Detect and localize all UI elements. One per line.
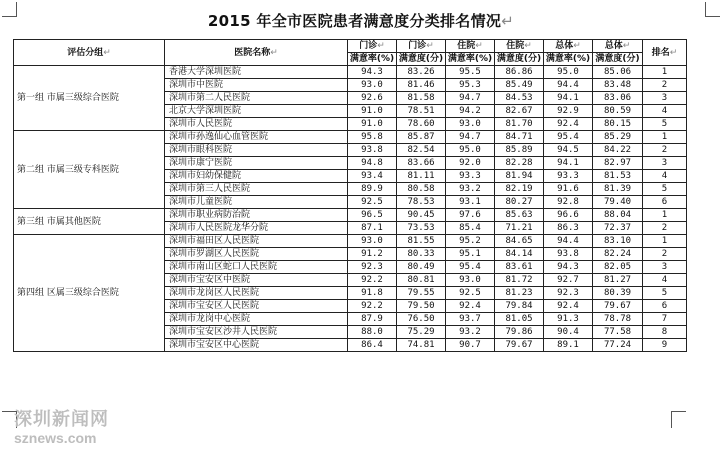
cell-hospital-name: 深圳市康宁医院 (165, 157, 348, 170)
cell-inpatient-rate: 93.2 (446, 183, 495, 196)
cell-hospital-name: 深圳市儿童医院 (165, 196, 348, 209)
cell-hospital-name: 深圳市宝安区中心医院 (165, 339, 348, 352)
cell-overall-rate: 86.3 (544, 222, 593, 235)
cell-rank: 5 (643, 118, 687, 131)
cell-inpatient-score: 83.61 (495, 261, 544, 274)
cell-inpatient-score: 84.14 (495, 248, 544, 261)
header-name: 医院名称↵ (165, 40, 348, 66)
cell-inpatient-score: 81.05 (495, 313, 544, 326)
cell-overall-rate: 93.8 (544, 248, 593, 261)
cell-hospital-name: 深圳市宝安区沙井人民医院 (165, 326, 348, 339)
cell-overall-score: 81.27 (593, 274, 643, 287)
header-outpatient-rate-top: 门诊↵ (348, 40, 397, 53)
cell-inpatient-rate: 94.7 (446, 131, 495, 144)
cell-inpatient-score: 85.49 (495, 79, 544, 92)
group-label: 第四组 区属三级综合医院 (14, 235, 165, 352)
cell-inpatient-rate: 93.3 (446, 170, 495, 183)
cell-hospital-name: 深圳市中医院 (165, 79, 348, 92)
cell-inpatient-score: 82.28 (495, 157, 544, 170)
paragraph-mark: ↵ (501, 12, 515, 30)
cell-outpatient-rate: 91.8 (348, 287, 397, 300)
header-outpatient-rate: 满意率(%) (348, 53, 397, 66)
cell-hospital-name: 深圳市宝安区人民医院 (165, 300, 348, 313)
header-rank: 排名↵ (643, 40, 687, 66)
cell-outpatient-rate: 93.0 (348, 235, 397, 248)
cell-inpatient-score: 81.72 (495, 274, 544, 287)
cell-outpatient-rate: 92.5 (348, 196, 397, 209)
cell-rank: 7 (643, 313, 687, 326)
cell-rank: 1 (643, 131, 687, 144)
cell-rank: 1 (643, 66, 687, 79)
cell-hospital-name: 深圳市龙岗区人民医院 (165, 287, 348, 300)
cell-inpatient-score: 86.86 (495, 66, 544, 79)
cell-outpatient-rate: 94.8 (348, 157, 397, 170)
cell-overall-rate: 92.3 (544, 287, 593, 300)
header-group: 评估分组↵ (14, 40, 165, 66)
cell-hospital-name: 香港大学深圳医院 (165, 66, 348, 79)
cell-outpatient-score: 74.81 (397, 339, 446, 352)
cell-rank: 6 (643, 196, 687, 209)
cell-hospital-name: 深圳市第二人民医院 (165, 92, 348, 105)
cell-overall-rate: 91.6 (544, 183, 593, 196)
cell-outpatient-rate: 96.5 (348, 209, 397, 222)
cell-overall-score: 85.29 (593, 131, 643, 144)
cell-rank: 1 (643, 209, 687, 222)
cell-overall-rate: 93.3 (544, 170, 593, 183)
cell-hospital-name: 深圳市福田区人民医院 (165, 235, 348, 248)
cell-overall-score: 79.67 (593, 300, 643, 313)
cell-rank: 2 (643, 222, 687, 235)
cell-outpatient-score: 80.81 (397, 274, 446, 287)
cell-outpatient-rate: 89.9 (348, 183, 397, 196)
cell-hospital-name: 深圳市孙逸仙心血管医院 (165, 131, 348, 144)
cell-outpatient-score: 76.50 (397, 313, 446, 326)
cell-inpatient-rate: 93.7 (446, 313, 495, 326)
cell-outpatient-score: 82.54 (397, 144, 446, 157)
cell-overall-score: 83.48 (593, 79, 643, 92)
cell-overall-rate: 94.1 (544, 157, 593, 170)
table-body (14, 66, 687, 352)
cell-inpatient-rate: 97.6 (446, 209, 495, 222)
cell-hospital-name: 深圳市人民医院龙华分院 (165, 222, 348, 235)
cell-inpatient-score: 84.71 (495, 131, 544, 144)
cell-overall-score: 80.15 (593, 118, 643, 131)
cell-outpatient-rate: 86.4 (348, 339, 397, 352)
cell-rank: 4 (643, 105, 687, 118)
satisfaction-ranking-table (13, 39, 687, 352)
cell-outpatient-rate: 91.0 (348, 118, 397, 131)
cell-inpatient-score: 80.27 (495, 196, 544, 209)
cell-inpatient-rate: 92.0 (446, 157, 495, 170)
cell-inpatient-rate: 92.4 (446, 300, 495, 313)
cell-overall-score: 83.10 (593, 235, 643, 248)
cell-rank: 5 (643, 287, 687, 300)
cell-hospital-name: 深圳市妇幼保健院 (165, 170, 348, 183)
cell-rank: 3 (643, 157, 687, 170)
cell-outpatient-rate: 87.9 (348, 313, 397, 326)
cell-outpatient-score: 80.58 (397, 183, 446, 196)
table-row (14, 235, 687, 248)
table-row (14, 209, 687, 222)
header-overall-rate-top: 总体↵ (544, 40, 593, 53)
cell-overall-rate: 91.3 (544, 313, 593, 326)
cell-outpatient-score: 73.53 (397, 222, 446, 235)
cell-outpatient-rate: 92.3 (348, 261, 397, 274)
cell-overall-score: 77.58 (593, 326, 643, 339)
cell-overall-score: 82.05 (593, 261, 643, 274)
cell-overall-score: 78.78 (593, 313, 643, 326)
cell-overall-score: 80.39 (593, 287, 643, 300)
cell-inpatient-score: 79.84 (495, 300, 544, 313)
header-inpatient-score-top: 住院↵ (495, 40, 544, 53)
header-outpatient-score-top: 门诊↵ (397, 40, 446, 53)
cell-inpatient-score: 82.67 (495, 105, 544, 118)
cell-outpatient-score: 81.46 (397, 79, 446, 92)
cell-rank: 4 (643, 274, 687, 287)
cell-hospital-name: 深圳市眼科医院 (165, 144, 348, 157)
cell-overall-score: 79.40 (593, 196, 643, 209)
cell-outpatient-rate: 92.2 (348, 274, 397, 287)
cell-inpatient-score: 84.65 (495, 235, 544, 248)
cell-inpatient-score: 84.53 (495, 92, 544, 105)
cell-inpatient-rate: 93.1 (446, 196, 495, 209)
cell-rank: 9 (643, 339, 687, 352)
cell-outpatient-score: 78.53 (397, 196, 446, 209)
cell-outpatient-score: 83.26 (397, 66, 446, 79)
header-overall-rate: 满意率(%) (544, 53, 593, 66)
cell-outpatient-rate: 93.0 (348, 79, 397, 92)
cell-hospital-name: 北京大学深圳医院 (165, 105, 348, 118)
cell-outpatient-rate: 87.1 (348, 222, 397, 235)
cell-hospital-name: 深圳市南山区蛇口人民医院 (165, 261, 348, 274)
cell-overall-rate: 92.8 (544, 196, 593, 209)
cell-overall-score: 85.06 (593, 66, 643, 79)
cell-inpatient-score: 85.89 (495, 144, 544, 157)
cell-overall-score: 81.39 (593, 183, 643, 196)
cell-inpatient-rate: 93.2 (446, 326, 495, 339)
cell-inpatient-rate: 94.2 (446, 105, 495, 118)
cell-overall-rate: 94.1 (544, 92, 593, 105)
cell-outpatient-rate: 93.4 (348, 170, 397, 183)
cell-outpatient-score: 83.66 (397, 157, 446, 170)
cell-overall-rate: 94.4 (544, 79, 593, 92)
cell-rank: 2 (643, 144, 687, 157)
cell-inpatient-score: 85.63 (495, 209, 544, 222)
cell-overall-rate: 90.4 (544, 326, 593, 339)
cell-inpatient-rate: 92.5 (446, 287, 495, 300)
cell-inpatient-rate: 95.4 (446, 261, 495, 274)
cell-rank: 5 (643, 183, 687, 196)
header-row-top (14, 40, 687, 53)
cell-overall-score: 72.37 (593, 222, 643, 235)
cell-overall-score: 88.04 (593, 209, 643, 222)
cell-inpatient-score: 81.94 (495, 170, 544, 183)
cell-hospital-name: 深圳市罗湖区人民医院 (165, 248, 348, 261)
cell-overall-score: 81.53 (593, 170, 643, 183)
group-label: 第二组 市属三级专科医院 (14, 131, 165, 209)
cell-rank: 2 (643, 248, 687, 261)
cell-outpatient-score: 90.45 (397, 209, 446, 222)
cell-overall-rate: 95.0 (544, 66, 593, 79)
cell-outpatient-score: 80.49 (397, 261, 446, 274)
cell-hospital-name: 深圳市第三人民医院 (165, 183, 348, 196)
cell-overall-score: 82.97 (593, 157, 643, 170)
cell-rank: 6 (643, 300, 687, 313)
header-inpatient-rate: 满意率(%) (446, 53, 495, 66)
cell-overall-rate: 94.4 (544, 235, 593, 248)
cell-inpatient-rate: 93.0 (446, 274, 495, 287)
cell-hospital-name: 深圳市职业病防治院 (165, 209, 348, 222)
cell-outpatient-score: 79.55 (397, 287, 446, 300)
cell-outpatient-rate: 88.0 (348, 326, 397, 339)
cell-overall-rate: 92.4 (544, 300, 593, 313)
cell-overall-score: 82.24 (593, 248, 643, 261)
cell-outpatient-rate: 91.2 (348, 248, 397, 261)
cell-inpatient-score: 71.21 (495, 222, 544, 235)
cell-rank: 8 (643, 326, 687, 339)
cell-inpatient-rate: 90.7 (446, 339, 495, 352)
group-label: 第一组 市属三级综合医院 (14, 66, 165, 131)
header-inpatient-rate-top: 住院↵ (446, 40, 495, 53)
table-row (14, 131, 687, 144)
cell-outpatient-rate: 92.2 (348, 300, 397, 313)
header-overall-score-top: 总体↵ (593, 40, 643, 53)
cell-overall-rate: 96.6 (544, 209, 593, 222)
header-outpatient-score: 满意度(分) (397, 53, 446, 66)
cell-outpatient-score: 78.60 (397, 118, 446, 131)
cell-outpatient-rate: 94.3 (348, 66, 397, 79)
document-title-text: 2015 年全市医院患者满意度分类排名情况 (207, 12, 502, 30)
table-row (14, 66, 687, 79)
cell-outpatient-score: 81.55 (397, 235, 446, 248)
cell-inpatient-rate: 95.5 (446, 66, 495, 79)
cell-overall-score: 84.22 (593, 144, 643, 157)
cell-overall-rate: 95.4 (544, 131, 593, 144)
cell-rank: 3 (643, 92, 687, 105)
cell-inpatient-rate: 95.0 (446, 144, 495, 157)
cell-inpatient-rate: 93.0 (446, 118, 495, 131)
cell-inpatient-score: 79.67 (495, 339, 544, 352)
cell-outpatient-rate: 91.0 (348, 105, 397, 118)
cell-inpatient-score: 79.86 (495, 326, 544, 339)
cell-outpatient-rate: 93.8 (348, 144, 397, 157)
cell-outpatient-score: 81.58 (397, 92, 446, 105)
cell-inpatient-rate: 85.4 (446, 222, 495, 235)
cell-overall-score: 83.06 (593, 92, 643, 105)
cell-outpatient-score: 80.33 (397, 248, 446, 261)
cell-overall-score: 77.24 (593, 339, 643, 352)
cell-overall-score: 80.59 (593, 105, 643, 118)
cell-outpatient-rate: 95.8 (348, 131, 397, 144)
cell-rank: 1 (643, 235, 687, 248)
cell-outpatient-score: 81.11 (397, 170, 446, 183)
watermark (14, 411, 174, 445)
cell-hospital-name: 深圳市人民医院 (165, 118, 348, 131)
cell-outpatient-score: 85.87 (397, 131, 446, 144)
cell-overall-rate: 92.4 (544, 118, 593, 131)
cell-outpatient-score: 75.29 (397, 326, 446, 339)
cell-inpatient-rate: 94.7 (446, 92, 495, 105)
cell-outpatient-rate: 92.6 (348, 92, 397, 105)
document-title (0, 10, 722, 31)
watermark-en: sznews.com (14, 430, 97, 446)
cell-inpatient-score: 82.19 (495, 183, 544, 196)
cell-outpatient-score: 78.51 (397, 105, 446, 118)
cell-overall-rate: 89.1 (544, 339, 593, 352)
cell-rank: 3 (643, 261, 687, 274)
cell-overall-rate: 92.9 (544, 105, 593, 118)
header-inpatient-score: 满意度(分) (495, 53, 544, 66)
cell-inpatient-score: 81.70 (495, 118, 544, 131)
cell-outpatient-score: 79.50 (397, 300, 446, 313)
cell-inpatient-rate: 95.3 (446, 79, 495, 92)
cell-hospital-name: 深圳市宝安区中医院 (165, 274, 348, 287)
crop-mark-bottom-right (671, 411, 686, 428)
cell-overall-rate: 92.7 (544, 274, 593, 287)
group-label: 第三组 市属其他医院 (14, 209, 165, 235)
cell-inpatient-rate: 95.1 (446, 248, 495, 261)
watermark-cn: 深圳新闻网 (14, 409, 109, 430)
header-overall-score: 满意度(分) (593, 53, 643, 66)
cell-overall-rate: 94.3 (544, 261, 593, 274)
cell-inpatient-score: 81.23 (495, 287, 544, 300)
cell-inpatient-rate: 95.2 (446, 235, 495, 248)
cell-rank: 4 (643, 170, 687, 183)
cell-hospital-name: 深圳市龙岗中心医院 (165, 313, 348, 326)
cell-overall-rate: 94.5 (544, 144, 593, 157)
cell-rank: 2 (643, 79, 687, 92)
